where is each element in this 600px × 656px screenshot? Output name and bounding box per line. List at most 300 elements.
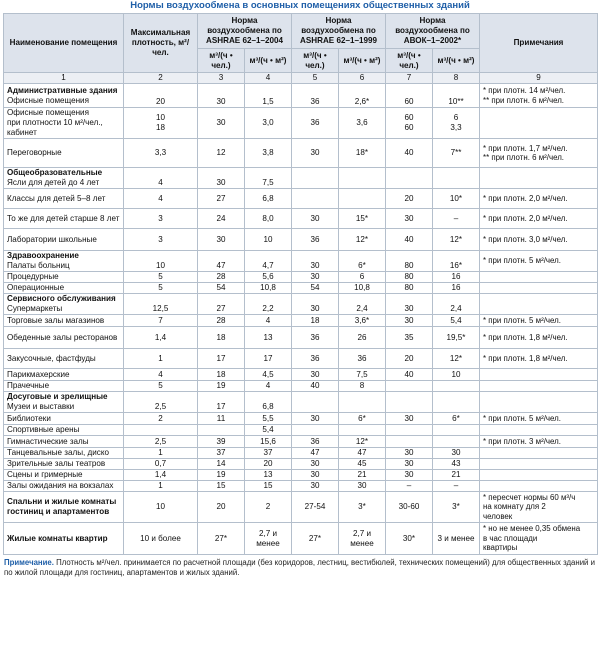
value-cell: 30: [386, 448, 433, 459]
value-cell: 30-60: [386, 492, 433, 523]
room-name: [4, 459, 124, 470]
value-cell: 10,8: [339, 283, 386, 294]
value-cell: 3 и менее: [433, 523, 480, 555]
value-cell: 30: [386, 470, 433, 481]
value-cell: 1: [124, 448, 198, 459]
value-cell: 17: [198, 392, 245, 413]
table-row: [4, 189, 598, 209]
value-cell: 36: [292, 327, 339, 349]
value-cell: 30*: [386, 523, 433, 555]
note-cell: [480, 108, 598, 139]
value-cell: 5: [124, 272, 198, 283]
value-cell: 16*: [433, 251, 480, 272]
value-cell: 30: [198, 168, 245, 189]
note-cell: * но не менее 0,35 обмена в час площади квартиры: [480, 523, 598, 555]
header-notes: Примечания: [480, 14, 598, 73]
room-name: [4, 470, 124, 481]
value-cell: 3,6*: [339, 315, 386, 327]
table-row: [4, 283, 598, 294]
table-row: [4, 327, 598, 349]
value-cell: 3*: [433, 492, 480, 523]
value-cell: 30: [198, 84, 245, 108]
value-cell: 36: [292, 84, 339, 108]
value-cell: 37: [245, 448, 292, 459]
room-name: [4, 139, 124, 168]
value-cell: [339, 425, 386, 436]
value-cell: 2,4: [339, 294, 386, 315]
note-cell: * при плотн. 2,0 м²/чел.: [480, 209, 598, 229]
value-cell: 30: [386, 315, 433, 327]
header-ashrae-2004: Норма воздухообмена по ASHRAE 62–1–2004: [198, 14, 292, 49]
value-cell: 1: [124, 349, 198, 369]
room-label: Жилые комнаты квартир: [7, 533, 108, 543]
value-cell: 80: [386, 251, 433, 272]
value-cell: 2,7 и менее: [245, 523, 292, 555]
value-cell: 19: [198, 470, 245, 481]
column-number: 5: [292, 73, 339, 84]
value-cell: 16: [433, 272, 480, 283]
value-cell: [433, 168, 480, 189]
room-label: Переговорные: [7, 148, 62, 157]
value-cell: 3,0: [245, 108, 292, 139]
value-cell: 47: [339, 448, 386, 459]
value-cell: 27-54: [292, 492, 339, 523]
value-cell: 10**: [433, 84, 480, 108]
value-cell: [433, 381, 480, 392]
value-cell: 36: [339, 349, 386, 369]
unit-header: м³/(ч • м²): [339, 49, 386, 73]
note-cell: [480, 272, 598, 283]
table-row: [4, 349, 598, 369]
table-row: [4, 413, 598, 425]
room-name: [4, 523, 124, 555]
value-cell: 7,5: [245, 168, 292, 189]
value-cell: 37: [198, 448, 245, 459]
note-cell: [480, 392, 598, 413]
section-title: Сервисного обслуживания: [7, 294, 116, 303]
room-name: [4, 369, 124, 381]
table-row: [4, 523, 598, 555]
room-name: [4, 448, 124, 459]
value-cell: 39: [198, 436, 245, 448]
value-cell: 3,8: [245, 139, 292, 168]
value-cell: [386, 381, 433, 392]
room-name: [4, 492, 124, 523]
unit-header: м³/(ч • чел.): [386, 49, 433, 73]
room-label: Торговые залы магазинов: [7, 315, 105, 325]
value-cell: 6*: [433, 413, 480, 425]
value-cell: 36: [292, 108, 339, 139]
value-cell: –: [433, 209, 480, 229]
note-cell: * пересчет нормы 60 м³/ч на комнату для 2 человек: [480, 492, 598, 523]
room-name: [4, 189, 124, 209]
room-label: Обеденные залы ресторанов: [7, 332, 118, 342]
value-cell: 30: [292, 413, 339, 425]
room-name: [4, 327, 124, 349]
value-cell: 12*: [433, 229, 480, 251]
room-name: [4, 283, 124, 294]
value-cell: [124, 425, 198, 436]
table-row: [4, 84, 598, 108]
value-cell: 17: [245, 349, 292, 369]
value-cell: [339, 189, 386, 209]
value-cell: 14: [198, 459, 245, 470]
value-cell: [433, 392, 480, 413]
value-cell: 40: [386, 369, 433, 381]
value-cell: 36: [292, 349, 339, 369]
value-cell: 15*: [339, 209, 386, 229]
value-cell: 27: [198, 189, 245, 209]
room-label: Процедурные: [7, 272, 59, 281]
room-name: [4, 349, 124, 369]
value-cell: –: [386, 481, 433, 492]
note-cell: * при плотн. 1,8 м²/чел.: [480, 327, 598, 349]
value-cell: 36: [292, 436, 339, 448]
room-label: Супермаркеты: [7, 304, 63, 313]
value-cell: 47: [292, 448, 339, 459]
unit-header: м³/(ч • чел.): [292, 49, 339, 73]
value-cell: 15: [245, 481, 292, 492]
room-label: Ясли для детей до 4 лет: [7, 178, 100, 187]
value-cell: 10: [433, 369, 480, 381]
value-cell: [386, 436, 433, 448]
value-cell: 6,8: [245, 392, 292, 413]
room-label: Офисные помещения при плотности 10 м²/чел., кабинет: [7, 108, 103, 137]
section-title: Здравоохранение: [7, 251, 79, 260]
table-row: [4, 381, 598, 392]
room-name: [4, 315, 124, 327]
note-cell: [480, 459, 598, 470]
table-row: [4, 168, 598, 189]
value-cell: 18: [292, 315, 339, 327]
room-label: Офисные помещения: [7, 95, 89, 105]
note-cell: * при плотн. 1,8 м²/чел.: [480, 349, 598, 369]
footer-text: Плотность м²/чел. принимается по расчетной площади (без коридоров, лестниц, вестибюлей, технических помещений) для общественных зданий и по жилой площади для гостиниц, апартаментов и жилых зданий.: [4, 558, 595, 577]
value-cell: [339, 392, 386, 413]
value-cell: 4: [124, 168, 198, 189]
column-number: 9: [480, 73, 598, 84]
table-row: [4, 459, 598, 470]
value-cell: 30: [292, 470, 339, 481]
note-cell: [480, 168, 598, 189]
room-name: [4, 84, 124, 108]
value-cell: [386, 392, 433, 413]
table-row: [4, 481, 598, 492]
footer-note: [4, 558, 597, 578]
table-title: Нормы воздухообмена в основных помещениях общественных зданий: [130, 0, 470, 11]
value-cell: 28: [198, 272, 245, 283]
value-cell: 19,5*: [433, 327, 480, 349]
value-cell: 18*: [339, 139, 386, 168]
header-abok: Норма воздухообмена по АВОК–1–2002*: [386, 14, 480, 49]
note-cell: * при плотн. 2,0 м²/чел.: [480, 189, 598, 209]
room-label: Залы ожидания на вокзалах: [7, 481, 114, 490]
value-cell: 5,4: [433, 315, 480, 327]
value-cell: 20: [245, 459, 292, 470]
value-cell: 2: [124, 413, 198, 425]
value-cell: [292, 189, 339, 209]
value-cell: 19: [198, 381, 245, 392]
table-row: [4, 425, 598, 436]
table-row: [4, 392, 598, 413]
value-cell: 21: [339, 470, 386, 481]
room-name: [4, 413, 124, 425]
value-cell: 10: [245, 229, 292, 251]
value-cell: 80: [386, 272, 433, 283]
room-name: [4, 481, 124, 492]
room-label: Зрительные залы театров: [7, 459, 106, 468]
table-row: [4, 448, 598, 459]
note-cell: [480, 425, 598, 436]
room-name: [4, 209, 124, 229]
value-cell: 15,6: [245, 436, 292, 448]
value-cell: 40: [292, 381, 339, 392]
note-cell: * при плотн. 5 м²/чел.: [480, 251, 598, 272]
value-cell: 30: [386, 413, 433, 425]
value-cell: [292, 392, 339, 413]
note-cell: [480, 448, 598, 459]
value-cell: 3,3: [124, 139, 198, 168]
value-cell: 30: [386, 209, 433, 229]
value-cell: 2,5: [124, 392, 198, 413]
value-cell: 28: [198, 315, 245, 327]
room-label: Закусочные, фастфуды: [7, 353, 96, 363]
table-row: [4, 108, 598, 139]
section-title: Административные здания: [7, 85, 118, 95]
note-cell: * при плотн. 14 м²/чел. ** при плотн. 6 м²/чел.: [480, 84, 598, 108]
value-cell: 4: [124, 369, 198, 381]
value-cell: [433, 436, 480, 448]
value-cell: 3: [124, 229, 198, 251]
value-cell: 1,5: [245, 84, 292, 108]
value-cell: 15: [198, 481, 245, 492]
value-cell: 7,5: [339, 369, 386, 381]
value-cell: 2,6*: [339, 84, 386, 108]
room-label: Палаты больниц: [7, 261, 70, 270]
value-cell: 30: [292, 369, 339, 381]
value-cell: 80: [386, 283, 433, 294]
value-cell: 10 18: [124, 108, 198, 139]
value-cell: 27*: [292, 523, 339, 555]
note-cell: [480, 294, 598, 315]
value-cell: 6*: [339, 251, 386, 272]
room-label: Прачечные: [7, 381, 50, 390]
value-cell: 7**: [433, 139, 480, 168]
value-cell: 54: [198, 283, 245, 294]
value-cell: [292, 425, 339, 436]
value-cell: 30: [292, 139, 339, 168]
note-cell: [480, 369, 598, 381]
room-name: [4, 272, 124, 283]
value-cell: 4: [245, 381, 292, 392]
table-row: [4, 209, 598, 229]
value-cell: 5,5: [245, 413, 292, 425]
header-density: Максимальная плотность, м²/чел.: [124, 14, 198, 73]
note-cell: [480, 283, 598, 294]
value-cell: 4: [245, 315, 292, 327]
value-cell: 10: [124, 251, 198, 272]
room-label: Операционные: [7, 283, 65, 292]
table-row: [4, 470, 598, 481]
table-row: [4, 294, 598, 315]
table-row: [4, 251, 598, 272]
room-name: [4, 229, 124, 251]
value-cell: 7: [124, 315, 198, 327]
room-label: Спальни и жилые комнаты гостиниц и апартаментов: [7, 497, 117, 516]
value-cell: 4: [124, 189, 198, 209]
value-cell: 30: [339, 481, 386, 492]
room-name: [4, 168, 124, 189]
value-cell: [198, 425, 245, 436]
value-cell: 54: [292, 283, 339, 294]
room-name: [4, 425, 124, 436]
value-cell: 30: [292, 209, 339, 229]
value-cell: 5: [124, 381, 198, 392]
value-cell: 27: [198, 294, 245, 315]
value-cell: [386, 168, 433, 189]
value-cell: 20: [198, 492, 245, 523]
value-cell: 2,2: [245, 294, 292, 315]
column-number: 6: [339, 73, 386, 84]
value-cell: 35: [386, 327, 433, 349]
value-cell: 6: [339, 272, 386, 283]
value-cell: –: [433, 481, 480, 492]
value-cell: 30: [198, 229, 245, 251]
value-cell: 10: [124, 492, 198, 523]
value-cell: 30: [292, 251, 339, 272]
note-cell: * при плотн. 5 м²/чел.: [480, 315, 598, 327]
value-cell: 18: [198, 327, 245, 349]
value-cell: 30: [292, 294, 339, 315]
ventilation-norms-table: [3, 13, 598, 555]
value-cell: 30: [292, 459, 339, 470]
room-name: [4, 108, 124, 139]
value-cell: 10 и более: [124, 523, 198, 555]
room-name: [4, 381, 124, 392]
table-row: [4, 139, 598, 168]
room-name: [4, 251, 124, 272]
value-cell: 2,5: [124, 436, 198, 448]
value-cell: 5,4: [245, 425, 292, 436]
value-cell: 36: [292, 229, 339, 251]
value-cell: 24: [198, 209, 245, 229]
room-name: [4, 392, 124, 413]
note-cell: * при плотн. 3,0 м²/чел.: [480, 229, 598, 251]
value-cell: 10,8: [245, 283, 292, 294]
value-cell: 30: [292, 272, 339, 283]
value-cell: 18: [198, 369, 245, 381]
value-cell: 11: [198, 413, 245, 425]
column-number: 8: [433, 73, 480, 84]
value-cell: 30: [198, 108, 245, 139]
value-cell: 30: [433, 448, 480, 459]
value-cell: 16: [433, 283, 480, 294]
value-cell: 60: [386, 84, 433, 108]
value-cell: 60 60: [386, 108, 433, 139]
value-cell: 13: [245, 327, 292, 349]
value-cell: 30: [386, 294, 433, 315]
note-cell: * при плотн. 5 м²/чел.: [480, 413, 598, 425]
value-cell: 3: [124, 209, 198, 229]
table-row: [4, 436, 598, 448]
note-cell: [480, 381, 598, 392]
value-cell: 6 3,3: [433, 108, 480, 139]
value-cell: 8,0: [245, 209, 292, 229]
value-cell: 45: [339, 459, 386, 470]
value-cell: 0,7: [124, 459, 198, 470]
value-cell: 30: [386, 459, 433, 470]
value-cell: 6*: [339, 413, 386, 425]
column-number: 4: [245, 73, 292, 84]
value-cell: 1,4: [124, 327, 198, 349]
column-number: 1: [4, 73, 124, 84]
room-label: Музеи и выставки: [7, 402, 75, 411]
room-label: Танцевальные залы, диско: [7, 448, 109, 457]
room-label: Спортивные арены: [7, 425, 80, 434]
value-cell: 27*: [198, 523, 245, 555]
column-number: 7: [386, 73, 433, 84]
value-cell: 12*: [433, 349, 480, 369]
value-cell: 12*: [339, 229, 386, 251]
room-name: [4, 436, 124, 448]
value-cell: 5,6: [245, 272, 292, 283]
room-label: Классы для детей 5–8 лет: [7, 193, 106, 203]
value-cell: 20: [124, 84, 198, 108]
value-cell: 4,5: [245, 369, 292, 381]
value-cell: 40: [386, 139, 433, 168]
room-label: Библиотеки: [7, 413, 51, 423]
value-cell: 3*: [339, 492, 386, 523]
value-cell: 2: [245, 492, 292, 523]
value-cell: 2,4: [433, 294, 480, 315]
value-cell: 5: [124, 283, 198, 294]
value-cell: 10*: [433, 189, 480, 209]
value-cell: [339, 168, 386, 189]
column-number: 2: [124, 73, 198, 84]
room-label: Лаборатории школьные: [7, 234, 97, 244]
room-label: Гимнастические залы: [7, 436, 89, 446]
room-name: [4, 294, 124, 315]
table-row: [4, 272, 598, 283]
note-cell: * при плотн. 1,7 м²/чел. ** при плотн. 6 м²/чел.: [480, 139, 598, 168]
table-row: [4, 492, 598, 523]
value-cell: 8: [339, 381, 386, 392]
table-row: [4, 229, 598, 251]
value-cell: 3,6: [339, 108, 386, 139]
value-cell: 40: [386, 229, 433, 251]
value-cell: 30: [292, 481, 339, 492]
unit-header: м³/(ч • чел.): [198, 49, 245, 73]
value-cell: 43: [433, 459, 480, 470]
table-row: [4, 369, 598, 381]
value-cell: 47: [198, 251, 245, 272]
table-row: [4, 315, 598, 327]
value-cell: [433, 425, 480, 436]
value-cell: 2,7 и менее: [339, 523, 386, 555]
value-cell: 1,4: [124, 470, 198, 481]
unit-header: м³/(ч • м²): [245, 49, 292, 73]
note-cell: * при плотн. 3 м²/чел.: [480, 436, 598, 448]
value-cell: 21: [433, 470, 480, 481]
footer-label: Примечание.: [4, 558, 54, 567]
value-cell: 26: [339, 327, 386, 349]
room-label: Сцены и гримерные: [7, 470, 83, 479]
value-cell: 20: [386, 349, 433, 369]
header-name: Наименование помещения: [4, 14, 124, 73]
value-cell: [386, 425, 433, 436]
value-cell: 1: [124, 481, 198, 492]
value-cell: 20: [386, 189, 433, 209]
